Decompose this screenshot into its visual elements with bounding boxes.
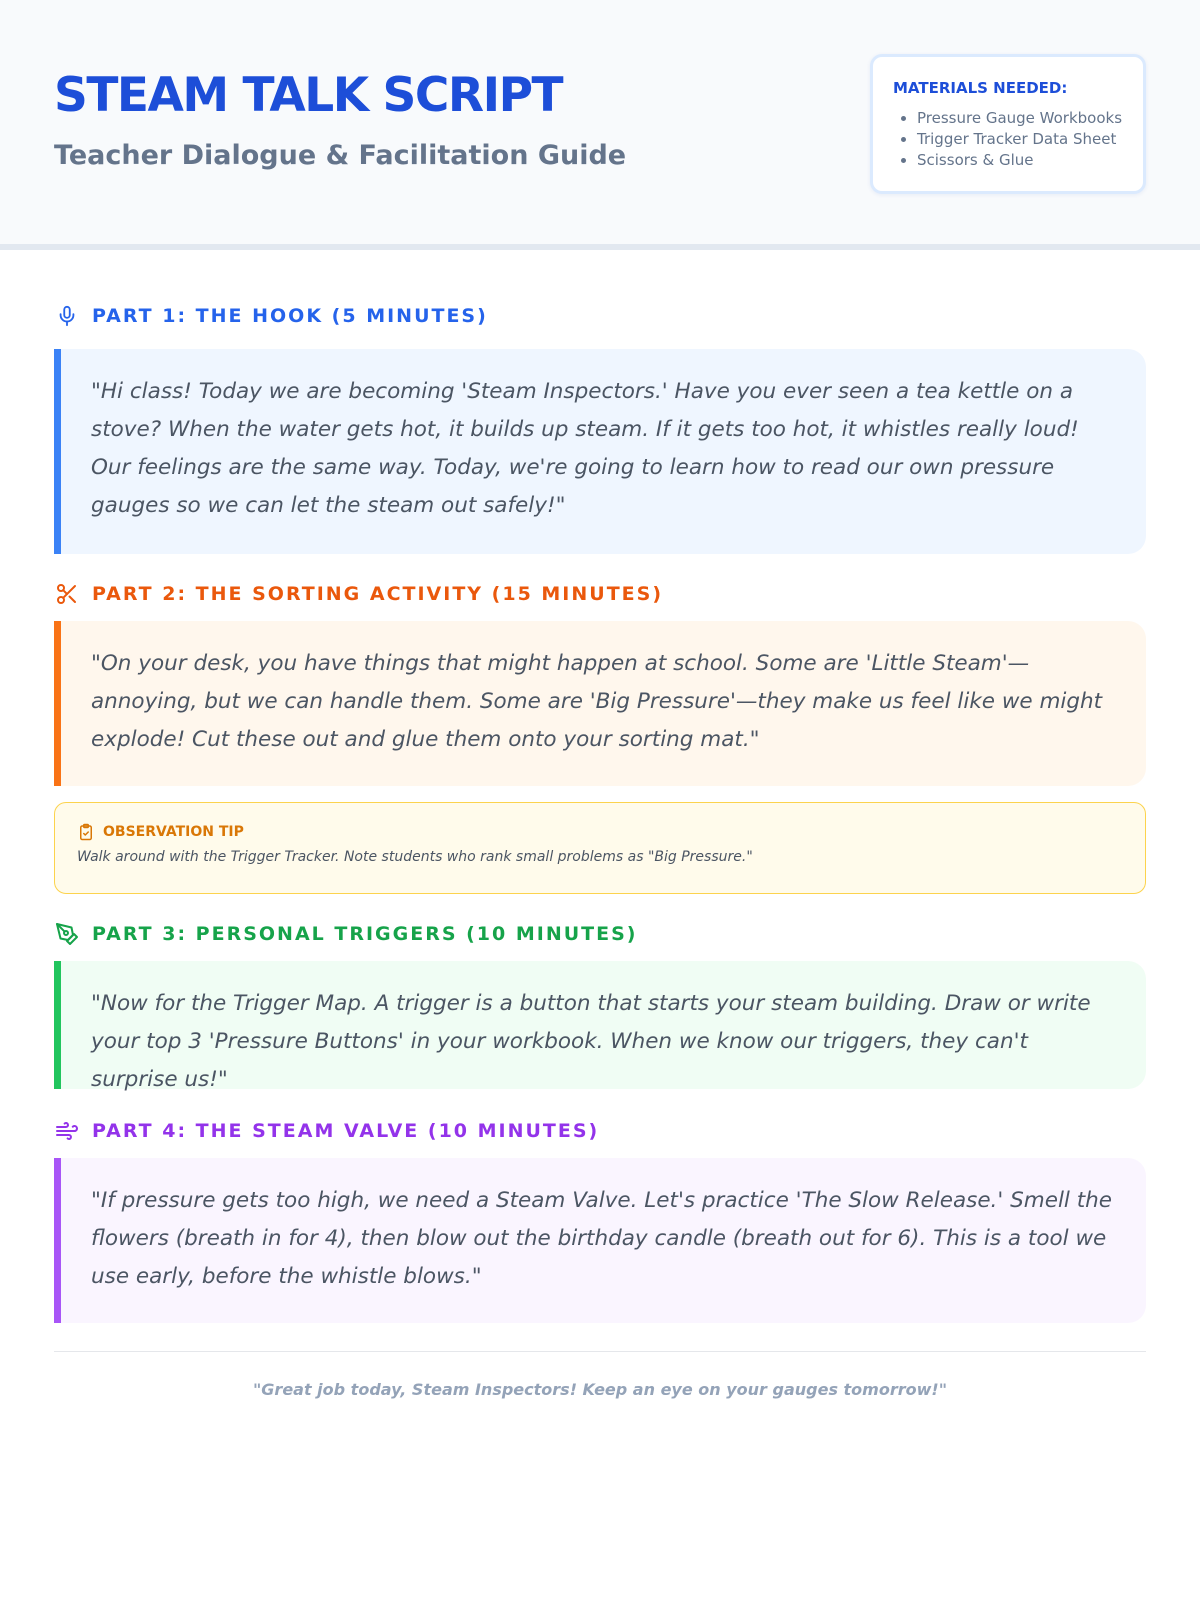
section-heading-text: PART 2: THE SORTING ACTIVITY (15 MINUTES) — [92, 583, 664, 605]
footer-divider — [54, 1351, 1146, 1352]
script-quote-part-4: "If pressure gets too high, we need a Steam Valve. Let's practice 'The Slow Release.' Smell the flowers (breath in for 4), then blow out the birthday candle (breath out for 6). This is a tool we use early, before the whistle blows." — [54, 1158, 1146, 1323]
page-title: STEAM TALK SCRIPT — [54, 68, 563, 123]
section-heading-text: PART 1: THE HOOK (5 MINUTES) — [92, 305, 488, 327]
section-heading-part-1 — [54, 303, 488, 329]
pen-tool-icon — [54, 921, 80, 947]
header — [0, 0, 1200, 250]
footer-quote: "Great job today, Steam Inspectors! Keep an eye on your gauges tomorrow!" — [252, 1380, 948, 1399]
tip-title: OBSERVATION TIP — [103, 824, 244, 840]
page-subtitle: Teacher Dialogue & Facilitation Guide — [54, 140, 627, 171]
microphone-icon — [54, 303, 80, 329]
clipboard-icon — [77, 823, 95, 841]
scissors-icon — [54, 581, 80, 607]
script-quote-part-2: "On your desk, you have things that might happen at school. Some are 'Little Steam'—annoying, but we can handle them. Some are 'Big Pressure'—they make us feel like we might explode! Cut these out and glue them onto your sorting mat." — [54, 621, 1146, 786]
section-heading-part-4 — [54, 1118, 599, 1144]
materials-box — [870, 54, 1146, 194]
section-heading-part-2 — [54, 581, 663, 607]
section-heading-text: PART 3: PERSONAL TRIGGERS (10 MINUTES) — [92, 923, 638, 945]
materials-title: MATERIALS NEEDED: — [893, 79, 1068, 97]
section-heading-text: PART 4: THE STEAM VALVE (10 MINUTES) — [92, 1120, 600, 1142]
materials-item: • Scissors & Glue — [917, 150, 1123, 171]
script-quote-part-1: "Hi class! Today we are becoming 'Steam Inspectors.' Have you ever seen a tea kettle on a stove? When the water gets hot, it builds up steam. If it gets too hot, it whistles really loud! Our feelings are the same way. Today, we're going to learn how to read our own pressure gauges so we can let the steam out safely!" — [54, 349, 1146, 554]
materials-item: • Pressure Gauge Workbooks — [917, 108, 1123, 129]
materials-item: • Trigger Tracker Data Sheet — [917, 129, 1123, 150]
tip-text: Walk around with the Trigger Tracker. Note students who rank small problems as "Big Pressure." — [77, 849, 753, 865]
tip-heading — [77, 823, 1123, 841]
section-heading-part-3 — [54, 921, 637, 947]
script-quote-part-3: "Now for the Trigger Map. A trigger is a button that starts your steam building. Draw or write your top 3 'Pressure Buttons' in your workbook. When we know our triggers, they can't surprise us!" — [54, 961, 1146, 1089]
wind-icon — [54, 1118, 80, 1144]
observation-tip — [54, 802, 1146, 894]
materials-list — [893, 108, 1123, 171]
